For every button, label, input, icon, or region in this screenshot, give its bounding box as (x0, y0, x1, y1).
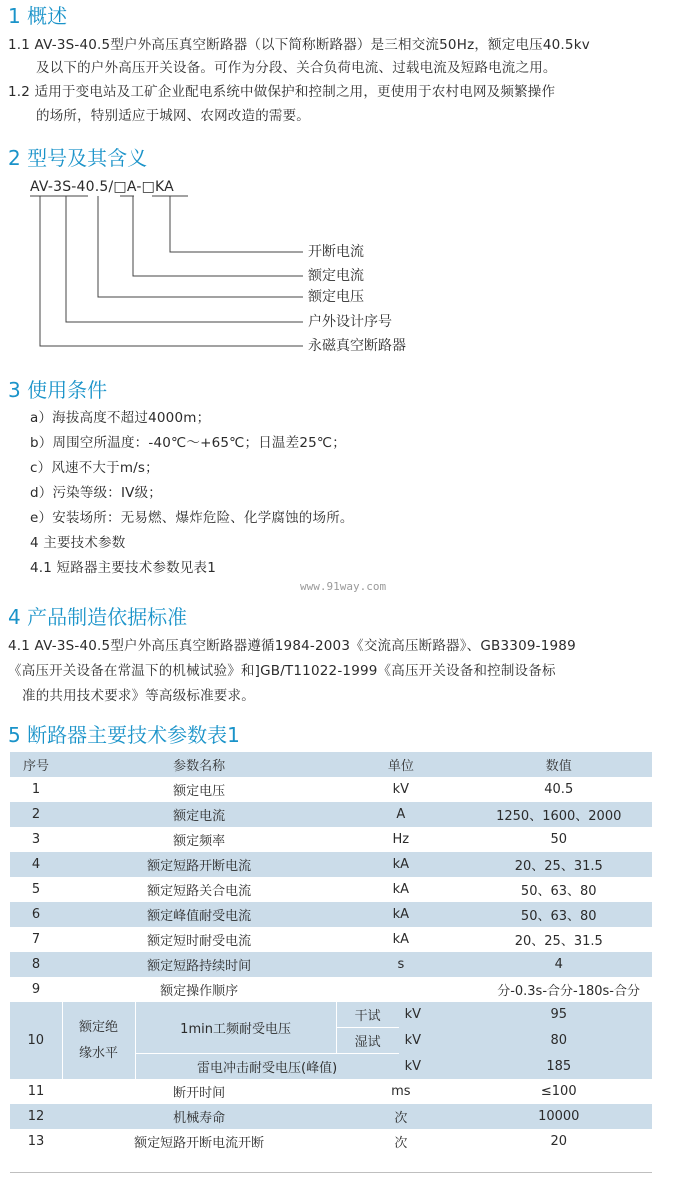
section-4-title: 4 产品制造依据标准 (8, 605, 188, 629)
leader-rated-voltage (98, 196, 303, 297)
label-breaking-current: 开断电流 (308, 244, 364, 260)
cell-value-lightning: 185 (466, 1054, 653, 1080)
cell-unit: kA (392, 932, 410, 947)
cell-name: 机械寿命 (62, 1104, 336, 1129)
table-header-row (10, 752, 652, 777)
condition-c: c）风速不大于m/s； (30, 460, 159, 476)
cell-unit: kA (336, 902, 465, 927)
table-row-insulation-dry (10, 1002, 652, 1028)
table-row (10, 952, 652, 977)
label-outdoor-design: 户外设计序号 (308, 314, 392, 330)
cell-power-freq (135, 1002, 336, 1054)
main-params-heading: 4 主要技术参数 (30, 535, 126, 551)
cell-name: 断开时间 (173, 1086, 226, 1101)
cell-unit: kV (392, 782, 410, 797)
cell-no: 8 (10, 952, 62, 977)
leader-breaking-current (170, 196, 303, 252)
cell-unit-dry: kV (399, 1002, 466, 1028)
cell-name: 额定短路开断电流 (62, 852, 336, 877)
cell-no: 2 (10, 802, 62, 827)
cell-lightning: 雷电冲击耐受电压(峰值) (135, 1054, 399, 1080)
cell-unit: s (336, 952, 465, 977)
cell-no: 13 (27, 1134, 45, 1149)
standards-line3: 准的共用技术要求》等高级标准要求。 (22, 688, 255, 704)
table-bottom-rule (10, 1172, 652, 1173)
cell-no: 12 (10, 1104, 62, 1129)
table-row (10, 1104, 652, 1129)
table-row (10, 777, 652, 802)
cell-unit: kA (392, 882, 410, 897)
section-2-title: 2 型号及其含义 (8, 146, 148, 170)
cell-unit: 次 (394, 1136, 408, 1151)
cell-name: 额定短时耐受电流 (147, 934, 252, 949)
cell-value: 50、63、80 (466, 902, 653, 927)
para-1-1-line1: 1.1 AV-3S-40.5型户外高压真空断路器（以下简称断路器）是三相交流50Hz，额定电压40.5kv (8, 37, 590, 53)
cell-value: 20、25、31.5 (514, 934, 603, 949)
cell-value: 50 (550, 832, 568, 847)
table-row (10, 827, 652, 852)
cell-unit: Hz (392, 832, 410, 847)
standards-line1: 4.1 AV-3S-40.5型户外高压真空断路器遵循1984-2003《交流高压断路器》、GB3309-1989 (8, 638, 576, 654)
cell-value: 40.5 (544, 782, 574, 797)
cell-unit: A (336, 802, 465, 827)
cell-no: 4 (10, 852, 62, 877)
table-row (10, 877, 652, 902)
cell-name: 额定操作顺序 (160, 984, 239, 999)
table-row (10, 977, 652, 1002)
header-value: 数值 (466, 752, 653, 777)
watermark: www.91way.com (300, 580, 387, 593)
table-row (10, 802, 652, 827)
standards-line2: 《高压开关设备在常温下的机械试验》和]GB/T11022-1999《高压开关设备和控制设备标 (8, 663, 556, 679)
model-code: AV-3S-40.5/□A-□KA (30, 179, 174, 195)
cell-name: 额定电压 (173, 784, 226, 799)
cell-insulation-group (62, 1002, 135, 1079)
main-params-ref: 4.1 短路器主要技术参数见表1 (30, 560, 217, 576)
header-unit: 单位 (336, 752, 465, 777)
parameters-table (10, 752, 652, 1154)
cell-unit: kA (336, 852, 465, 877)
table-row (10, 1079, 652, 1104)
cell-value: 10000 (466, 1104, 653, 1129)
power-freq-label: 1min工频耐受电压 (180, 1022, 291, 1037)
cell-wet: 湿试 (336, 1028, 399, 1054)
cell-no: 1 (31, 782, 41, 797)
header-no: 序号 (10, 752, 62, 777)
label-vacuum-breaker: 永磁真空断路器 (308, 338, 406, 354)
leader-rated-current (133, 196, 303, 276)
cell-no: 9 (31, 982, 41, 997)
cell-dry: 干试 (336, 1002, 399, 1028)
cell-value: ≤100 (540, 1084, 577, 1099)
cell-name: 额定电流 (62, 802, 336, 827)
cell-value: 20 (550, 1134, 568, 1149)
condition-b: b）周围空所温度：-40℃～+65℃；日温差25℃； (30, 435, 346, 451)
para-1-1-line2: 及以下的户外高压开关设备。可作为分段、关合负荷电流、过载电流及短路电流之用。 (36, 60, 557, 76)
cell-value: 20、25、31.5 (466, 852, 653, 877)
cell-value: 分-0.3s-合分-180s-合分 (497, 984, 640, 999)
cell-value-dry: 95 (466, 1002, 653, 1028)
cell-value: 50、63、80 (520, 884, 597, 899)
cell-no: 7 (31, 932, 41, 947)
para-1-2-line2: 的场所，特别适应于城网、农网改造的需要。 (36, 108, 310, 124)
insulation-group-label: 额定绝缘水平 (78, 1019, 118, 1061)
section-5-title: 5 断路器主要技术参数表1 (8, 723, 240, 747)
table-row (10, 927, 652, 952)
cell-unit: ms (391, 1084, 411, 1099)
cell-name: 额定短路开断电流开断 (134, 1136, 265, 1151)
cell-no: 6 (10, 902, 62, 927)
cell-value-wet: 80 (466, 1028, 653, 1054)
table-row (10, 902, 652, 927)
header-name: 参数名称 (62, 752, 336, 777)
table-row (10, 852, 652, 877)
section-1-title: 1 概述 (8, 4, 68, 28)
cell-no: 10 (10, 1002, 62, 1079)
label-rated-current: 额定电流 (308, 268, 364, 284)
label-rated-voltage: 额定电压 (308, 289, 364, 305)
leader-outdoor-design (66, 196, 303, 322)
section-3-title: 3 使用条件 (8, 378, 108, 402)
leader-vacuum-breaker (40, 196, 303, 346)
cell-unit-wet: kV (399, 1028, 466, 1054)
cell-name: 额定短路关合电流 (147, 884, 252, 899)
cell-unit: 次 (336, 1104, 465, 1129)
cell-value: 1250、1600、2000 (466, 802, 653, 827)
cell-name: 额定短路持续时间 (62, 952, 336, 977)
cell-no: 3 (31, 832, 41, 847)
condition-d: d）污染等级：IV级； (30, 485, 162, 501)
cell-value: 4 (466, 952, 653, 977)
cell-unit-lightning: kV (399, 1054, 466, 1080)
para-1-2-line1: 1.2 适用于变电站及工矿企业配电系统中做保护和控制之用，更使用于农村电网及频繁操作 (8, 84, 556, 100)
cell-no: 11 (27, 1084, 45, 1099)
condition-e: e）安装场所：无易燃、爆炸危险、化学腐蚀的场所。 (30, 510, 354, 526)
condition-a: a）海拔高度不超过4000m； (30, 410, 211, 426)
cell-unit (336, 977, 465, 1002)
cell-name: 额定频率 (173, 834, 226, 849)
table-row (10, 1129, 652, 1154)
cell-no: 5 (31, 882, 41, 897)
cell-name: 额定峰值耐受电流 (62, 902, 336, 927)
